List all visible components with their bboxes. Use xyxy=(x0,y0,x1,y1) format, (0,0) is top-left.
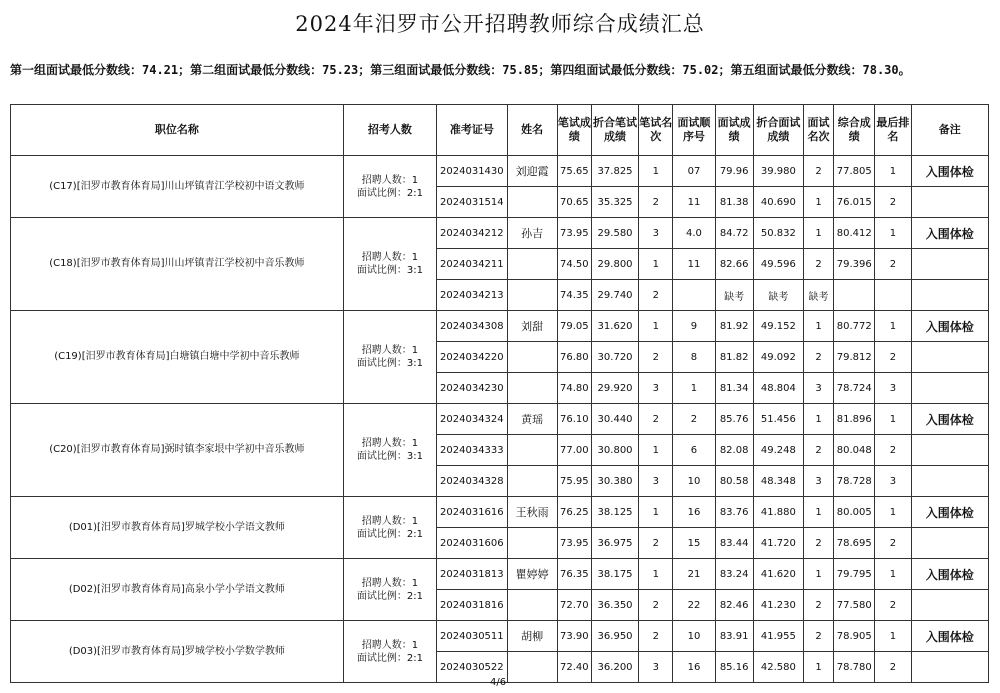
quota-text: 招聘人数：1 xyxy=(361,515,419,527)
table-row xyxy=(11,559,989,590)
page-number: 4/6 xyxy=(490,677,507,688)
position-cell: (C20)[汨罗市教育体育局]弼时镇李家垠中学初中音乐教师 xyxy=(11,404,344,497)
exam-id-cell: 2024034211 xyxy=(437,249,507,280)
ratio-text: 面试比例：2:1 xyxy=(356,187,423,199)
interview-order-cell: 11 xyxy=(673,187,715,218)
document-title: 2024年汨罗市公开招聘教师综合成绩汇总 xyxy=(295,12,705,36)
total-score-cell: 79.396 xyxy=(834,249,875,280)
written-rank-cell: 1 xyxy=(639,435,673,466)
table-row xyxy=(11,621,989,652)
exam-id-cell: 2024030522 xyxy=(437,652,507,683)
interview-score-cell: 82.46 xyxy=(715,590,753,621)
total-score-cell: 78.695 xyxy=(834,528,875,559)
exam-id-cell: 2024031606 xyxy=(437,528,507,559)
interview-score-cell: 83.24 xyxy=(715,559,753,590)
interview-rank-cell: 缺考 xyxy=(803,280,833,311)
final-rank-cell: 3 xyxy=(875,373,911,404)
name-cell xyxy=(507,373,557,404)
written-converted-cell: 36.950 xyxy=(591,621,638,652)
written-rank-cell: 2 xyxy=(639,280,673,311)
exam-id-cell: 2024031514 xyxy=(437,187,507,218)
note-cell xyxy=(911,342,989,373)
interview-score-cell: 81.82 xyxy=(715,342,753,373)
exam-id-cell: 2024031816 xyxy=(437,590,507,621)
written-score-cell: 75.95 xyxy=(557,466,591,497)
note-cell xyxy=(911,280,989,311)
written-rank-cell: 2 xyxy=(639,342,673,373)
written-score-cell: 73.95 xyxy=(557,218,591,249)
name-cell xyxy=(507,280,557,311)
interview-converted-cell: 40.690 xyxy=(753,187,803,218)
written-rank-cell: 3 xyxy=(639,652,673,683)
exam-id-cell: 2024031616 xyxy=(437,497,507,528)
written-rank-cell: 2 xyxy=(639,528,673,559)
name-cell: 王秋雨 xyxy=(507,497,557,528)
final-rank-cell: 2 xyxy=(875,187,911,218)
header-position: 职位名称 xyxy=(11,105,344,156)
table-row xyxy=(11,311,989,342)
written-score-cell: 75.65 xyxy=(557,156,591,187)
exam-id-cell: 2024034333 xyxy=(437,435,507,466)
written-rank-cell: 2 xyxy=(639,621,673,652)
written-score-cell: 72.70 xyxy=(557,590,591,621)
header-total: 综合成绩 xyxy=(834,105,875,156)
final-rank-cell: 1 xyxy=(875,311,911,342)
interview-score-cell: 85.76 xyxy=(715,404,753,435)
quota-text: 招聘人数：1 xyxy=(361,639,419,651)
written-converted-cell: 38.175 xyxy=(591,559,638,590)
note-cell xyxy=(911,249,989,280)
interview-rank-cell: 1 xyxy=(803,311,833,342)
written-converted-cell: 30.800 xyxy=(591,435,638,466)
written-score-cell: 73.90 xyxy=(557,621,591,652)
interview-rank-cell: 2 xyxy=(803,528,833,559)
name-cell: 黄瑶 xyxy=(507,404,557,435)
total-score-cell: 77.580 xyxy=(834,590,875,621)
exam-id-cell: 2024034212 xyxy=(437,218,507,249)
written-score-cell: 76.35 xyxy=(557,559,591,590)
written-converted-cell: 29.920 xyxy=(591,373,638,404)
position-cell: (D01)[汨罗市教育体育局]罗城学校小学语文教师 xyxy=(11,497,344,559)
name-cell: 孙吉 xyxy=(507,218,557,249)
note-cell: 入围体检 xyxy=(911,218,989,249)
note-cell: 入围体检 xyxy=(911,311,989,342)
written-rank-cell: 1 xyxy=(639,497,673,528)
header-exam-id: 准考证号 xyxy=(437,105,507,156)
position-cell: (C19)[汨罗市教育体育局]白塘镇白塘中学初中音乐教师 xyxy=(11,311,344,404)
written-rank-cell: 1 xyxy=(639,311,673,342)
total-score-cell: 78.780 xyxy=(834,652,875,683)
written-converted-cell: 36.350 xyxy=(591,590,638,621)
exam-id-cell: 2024030511 xyxy=(437,621,507,652)
written-rank-cell: 1 xyxy=(639,249,673,280)
header-interview-order: 面试顺序号 xyxy=(673,105,715,156)
ratio-text: 面试比例：2:1 xyxy=(356,652,423,664)
final-rank-cell: 2 xyxy=(875,342,911,373)
written-score-cell: 74.80 xyxy=(557,373,591,404)
quota-cell xyxy=(343,621,436,683)
written-score-cell: 76.80 xyxy=(557,342,591,373)
interview-converted-cell: 39.980 xyxy=(753,156,803,187)
exam-id-cell: 2024031813 xyxy=(437,559,507,590)
interview-order-cell: 10 xyxy=(673,466,715,497)
position-cell: (D02)[汨罗市教育体育局]高泉小学小学语文教师 xyxy=(11,559,344,621)
quota-cell xyxy=(343,497,436,559)
interview-score-cell: 84.72 xyxy=(715,218,753,249)
written-score-cell: 76.10 xyxy=(557,404,591,435)
written-converted-cell: 29.800 xyxy=(591,249,638,280)
interview-score-cell: 83.44 xyxy=(715,528,753,559)
results-table xyxy=(10,104,989,683)
interview-order-cell: 10 xyxy=(673,621,715,652)
interview-order-cell: 1 xyxy=(673,373,715,404)
name-cell xyxy=(507,342,557,373)
name-cell xyxy=(507,249,557,280)
name-cell xyxy=(507,187,557,218)
ratio-text: 面试比例：2:1 xyxy=(356,528,423,540)
score-thresholds: 第一组面试最低分数线：74.21；第二组面试最低分数线：75.23；第三组面试最低分数线：75.85；第四组面试最低分数线：75.02；第五组面试最低分数线：78.30。 xyxy=(10,63,911,77)
total-score-cell: 77.805 xyxy=(834,156,875,187)
table-body xyxy=(11,156,989,683)
final-rank-cell: 1 xyxy=(875,156,911,187)
interview-converted-cell: 缺考 xyxy=(753,280,803,311)
interview-converted-cell: 41.880 xyxy=(753,497,803,528)
exam-id-cell: 2024034230 xyxy=(437,373,507,404)
written-rank-cell: 1 xyxy=(639,559,673,590)
note-cell xyxy=(911,435,989,466)
written-converted-cell: 31.620 xyxy=(591,311,638,342)
interview-order-cell: 8 xyxy=(673,342,715,373)
name-cell xyxy=(507,466,557,497)
interview-rank-cell: 1 xyxy=(803,218,833,249)
table-row xyxy=(11,156,989,187)
interview-rank-cell: 2 xyxy=(803,590,833,621)
written-converted-cell: 35.325 xyxy=(591,187,638,218)
header-final-rank: 最后排名 xyxy=(875,105,911,156)
table-row xyxy=(11,497,989,528)
interview-converted-cell: 42.580 xyxy=(753,652,803,683)
total-score-cell: 76.015 xyxy=(834,187,875,218)
interview-rank-cell: 2 xyxy=(803,156,833,187)
exam-id-cell: 2024034213 xyxy=(437,280,507,311)
interview-order-cell: 11 xyxy=(673,249,715,280)
total-score-cell: 80.048 xyxy=(834,435,875,466)
final-rank-cell: 1 xyxy=(875,559,911,590)
note-cell: 入围体检 xyxy=(911,621,989,652)
interview-order-cell: 15 xyxy=(673,528,715,559)
header-written: 笔试成绩 xyxy=(557,105,591,156)
header-quota: 招考人数 xyxy=(343,105,436,156)
final-rank-cell: 1 xyxy=(875,621,911,652)
written-converted-cell: 29.740 xyxy=(591,280,638,311)
position-cell: (C18)[汨罗市教育体育局]川山坪镇青江学校初中音乐教师 xyxy=(11,218,344,311)
interview-order-cell: 21 xyxy=(673,559,715,590)
interview-order-cell xyxy=(673,280,715,311)
quota-cell xyxy=(343,218,436,311)
interview-converted-cell: 49.248 xyxy=(753,435,803,466)
final-rank-cell: 1 xyxy=(875,497,911,528)
interview-score-cell: 80.58 xyxy=(715,466,753,497)
final-rank-cell: 2 xyxy=(875,590,911,621)
written-rank-cell: 2 xyxy=(639,590,673,621)
final-rank-cell: 2 xyxy=(875,652,911,683)
note-cell xyxy=(911,590,989,621)
interview-converted-cell: 41.955 xyxy=(753,621,803,652)
interview-converted-cell: 41.230 xyxy=(753,590,803,621)
interview-score-cell: 79.96 xyxy=(715,156,753,187)
exam-id-cell: 2024034328 xyxy=(437,466,507,497)
note-cell xyxy=(911,528,989,559)
interview-score-cell: 81.92 xyxy=(715,311,753,342)
final-rank-cell: 2 xyxy=(875,249,911,280)
quota-cell xyxy=(343,404,436,497)
total-score-cell: 79.812 xyxy=(834,342,875,373)
position-cell: (D03)[汨罗市教育体育局]罗城学校小学数学教师 xyxy=(11,621,344,683)
final-rank-cell xyxy=(875,280,911,311)
interview-score-cell: 81.38 xyxy=(715,187,753,218)
interview-rank-cell: 3 xyxy=(803,373,833,404)
written-score-cell: 73.95 xyxy=(557,528,591,559)
written-converted-cell: 36.200 xyxy=(591,652,638,683)
name-cell xyxy=(507,590,557,621)
header-note: 备注 xyxy=(911,105,989,156)
header-written-rank: 笔试名次 xyxy=(639,105,673,156)
interview-rank-cell: 2 xyxy=(803,249,833,280)
final-rank-cell: 3 xyxy=(875,466,911,497)
written-rank-cell: 3 xyxy=(639,466,673,497)
interview-converted-cell: 48.348 xyxy=(753,466,803,497)
note-cell xyxy=(911,466,989,497)
interview-converted-cell: 41.720 xyxy=(753,528,803,559)
interview-order-cell: 07 xyxy=(673,156,715,187)
name-cell xyxy=(507,652,557,683)
note-cell: 入围体检 xyxy=(911,559,989,590)
interview-order-cell: 2 xyxy=(673,404,715,435)
written-score-cell: 70.65 xyxy=(557,187,591,218)
quota-text: 招聘人数：1 xyxy=(361,438,419,449)
ratio-text: 面试比例：3:1 xyxy=(356,451,423,462)
written-score-cell: 76.25 xyxy=(557,497,591,528)
header-interview-converted: 折合面试成绩 xyxy=(753,105,803,156)
table-row xyxy=(11,404,989,435)
quota-text: 招聘人数：1 xyxy=(361,174,419,186)
quota-text: 招聘人数：1 xyxy=(361,252,419,263)
header-name: 姓名 xyxy=(507,105,557,156)
interview-score-cell: 81.34 xyxy=(715,373,753,404)
interview-score-cell: 82.66 xyxy=(715,249,753,280)
note-cell xyxy=(911,652,989,683)
interview-rank-cell: 2 xyxy=(803,342,833,373)
written-rank-cell: 3 xyxy=(639,218,673,249)
interview-rank-cell: 3 xyxy=(803,466,833,497)
quota-cell xyxy=(343,559,436,621)
interview-rank-cell: 1 xyxy=(803,404,833,435)
written-converted-cell: 38.125 xyxy=(591,497,638,528)
total-score-cell: 78.728 xyxy=(834,466,875,497)
total-score-cell: 81.896 xyxy=(834,404,875,435)
interview-rank-cell: 1 xyxy=(803,559,833,590)
header-interview-rank: 面试名次 xyxy=(803,105,833,156)
interview-order-cell: 16 xyxy=(673,652,715,683)
final-rank-cell: 2 xyxy=(875,435,911,466)
position-cell: (C17)[汨罗市教育体育局]川山坪镇青江学校初中语文教师 xyxy=(11,156,344,218)
interview-order-cell: 16 xyxy=(673,497,715,528)
total-score-cell xyxy=(834,280,875,311)
written-converted-cell: 30.720 xyxy=(591,342,638,373)
written-rank-cell: 1 xyxy=(639,156,673,187)
interview-score-cell: 83.91 xyxy=(715,621,753,652)
interview-rank-cell: 1 xyxy=(803,187,833,218)
exam-id-cell: 2024034220 xyxy=(437,342,507,373)
note-cell xyxy=(911,187,989,218)
total-score-cell: 78.724 xyxy=(834,373,875,404)
interview-rank-cell: 2 xyxy=(803,435,833,466)
written-score-cell: 77.00 xyxy=(557,435,591,466)
total-score-cell: 80.772 xyxy=(834,311,875,342)
final-rank-cell: 1 xyxy=(875,404,911,435)
quota-text: 招聘人数：1 xyxy=(361,577,419,589)
written-score-cell: 74.50 xyxy=(557,249,591,280)
interview-converted-cell: 49.092 xyxy=(753,342,803,373)
name-cell: 刘迎霞 xyxy=(507,156,557,187)
written-rank-cell: 2 xyxy=(639,404,673,435)
exam-id-cell: 2024034308 xyxy=(437,311,507,342)
name-cell xyxy=(507,435,557,466)
table-row xyxy=(11,218,989,249)
interview-converted-cell: 41.620 xyxy=(753,559,803,590)
written-rank-cell: 2 xyxy=(639,187,673,218)
total-score-cell: 78.905 xyxy=(834,621,875,652)
interview-order-cell: 4.0 xyxy=(673,218,715,249)
total-score-cell: 80.412 xyxy=(834,218,875,249)
header-row xyxy=(11,105,989,156)
written-converted-cell: 36.975 xyxy=(591,528,638,559)
note-cell: 入围体检 xyxy=(911,497,989,528)
interview-score-cell: 缺考 xyxy=(715,280,753,311)
written-converted-cell: 30.440 xyxy=(591,404,638,435)
interview-order-cell: 22 xyxy=(673,590,715,621)
note-cell xyxy=(911,373,989,404)
name-cell: 胡柳 xyxy=(507,621,557,652)
name-cell: 刘甜 xyxy=(507,311,557,342)
interview-order-cell: 9 xyxy=(673,311,715,342)
ratio-text: 面试比例：2:1 xyxy=(356,590,423,602)
ratio-text: 面试比例：3:1 xyxy=(356,265,423,276)
interview-score-cell: 82.08 xyxy=(715,435,753,466)
quota-cell xyxy=(343,311,436,404)
interview-converted-cell: 49.596 xyxy=(753,249,803,280)
header-interview: 面试成绩 xyxy=(715,105,753,156)
exam-id-cell: 2024031430 xyxy=(437,156,507,187)
interview-converted-cell: 50.832 xyxy=(753,218,803,249)
interview-rank-cell: 1 xyxy=(803,497,833,528)
written-converted-cell: 30.380 xyxy=(591,466,638,497)
written-converted-cell: 37.825 xyxy=(591,156,638,187)
total-score-cell: 80.005 xyxy=(834,497,875,528)
header-written-converted: 折合笔试成绩 xyxy=(591,105,638,156)
exam-id-cell: 2024034324 xyxy=(437,404,507,435)
quota-cell xyxy=(343,156,436,218)
interview-score-cell: 85.16 xyxy=(715,652,753,683)
written-score-cell: 72.40 xyxy=(557,652,591,683)
interview-score-cell: 83.76 xyxy=(715,497,753,528)
name-cell: 瞿婷婷 xyxy=(507,559,557,590)
final-rank-cell: 1 xyxy=(875,218,911,249)
note-cell: 入围体检 xyxy=(911,156,989,187)
interview-converted-cell: 51.456 xyxy=(753,404,803,435)
quota-text: 招聘人数：1 xyxy=(361,345,419,356)
interview-converted-cell: 48.804 xyxy=(753,373,803,404)
total-score-cell: 79.795 xyxy=(834,559,875,590)
interview-order-cell: 6 xyxy=(673,435,715,466)
interview-converted-cell: 49.152 xyxy=(753,311,803,342)
written-rank-cell: 3 xyxy=(639,373,673,404)
name-cell xyxy=(507,528,557,559)
interview-rank-cell: 2 xyxy=(803,621,833,652)
final-rank-cell: 2 xyxy=(875,528,911,559)
written-score-cell: 79.05 xyxy=(557,311,591,342)
written-score-cell: 74.35 xyxy=(557,280,591,311)
ratio-text: 面试比例：3:1 xyxy=(356,358,423,369)
written-converted-cell: 29.580 xyxy=(591,218,638,249)
interview-rank-cell: 1 xyxy=(803,652,833,683)
note-cell: 入围体检 xyxy=(911,404,989,435)
